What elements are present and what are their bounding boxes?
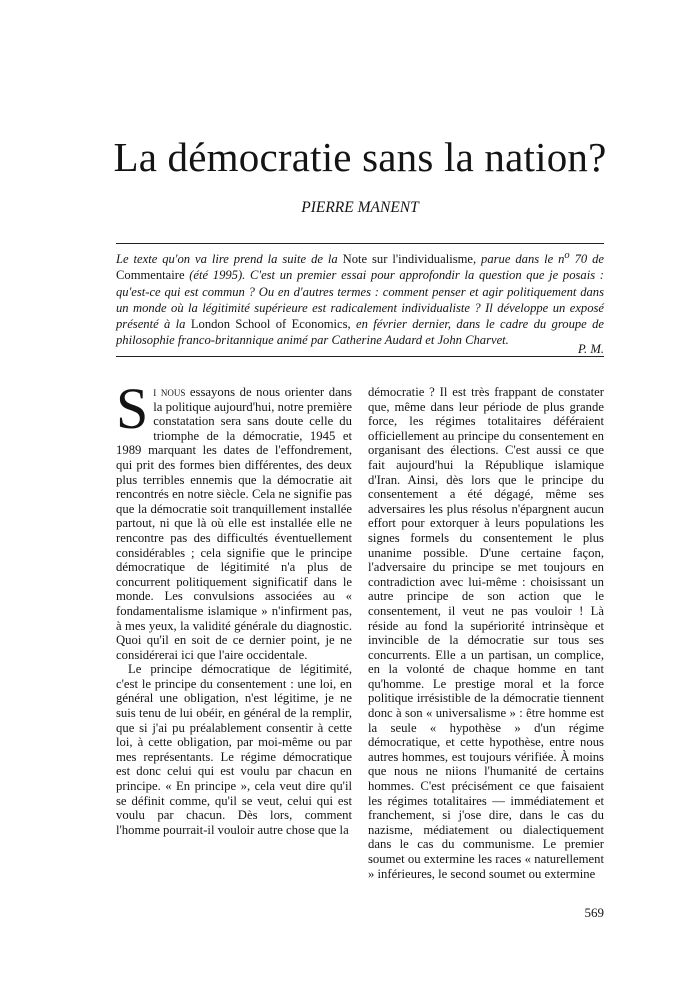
paragraph-1-text: essayons de nous orienter dans la politique aujourd'hui, notre première constatation sera sans doute celle du triomphe de la démocratie, 1945 et 1989 marquant les dates de l'effondrement, qui prit des formes bien différentes, des deux plus terribles ennemis que la démocratie ait rencontrés en notre siècle. Cela ne signifie pas que la démocratie soit tranquillement installée partout, ni que là où elle est installée elle ne rencontre pas des difficultés éventuellement considérables ; cela signifie que le principe démocratique de légitimité n'a plus de concurrent politiquement significatif dans le monde. Les convulsions associées au « fondamentalisme islamique » n'infirment pas, à mes yeux, la validité générale du diagnostic. Quoi qu'il en soit de ce dernier point, je ne considérerai ici que l'aire occidentale. — [116, 385, 352, 662]
chapo-body: (été 1995). C'est un premier essai pour approfondir la question que je posais : qu'est-ce qui est commun ? Ou en d'autres termes : comment penser et agir politiquement dans un monde où la légitimité supérieure est radicalement individualiste ? Il développe un exposé présenté à la — [116, 268, 604, 331]
drop-cap: S — [116, 376, 149, 441]
chapo-journal: Commentaire — [116, 268, 185, 283]
chapo-ending: , en février dernier, dans le cadre du groupe de philosophie franco-britannique animé par Catherine Audard et John Charvet. — [116, 317, 605, 348]
body-paragraph-2-continued: démocratie ? Il est très frappant de constater que, même dans leur période de plus grande force, les régimes totalitaires déféraient officiellement au principe du consentement en organisant des élections. C'est aussi ce que fait aujourd'hui la République islamique d'Iran. Ainsi, dès lors que le principe du consentement a été dégagé, même ses adversaires les plus résolus n'épargnent aucun effort pour extorquer à leurs populations les signes formels du consentement le plus unanime possible. D'une certaine façon, l'adversaire du principe se met toujours en contradiction avec lui-même : choisissant un autre principe de son action que le consentement, il veut ne pas vouloir ! Là réside au fond la supériorité intrinsèque et invincible de la démocratie sur tous ses concurrents. Elle a un partisan, un complice, en la volonté de chaque homme en tant qu'homme. Le prestige moral et la force politique irrésistible de la démocratie tiennent donc à son « universalisme » : être homme est la seule « hypothèse » d'un régime démocratique, et cette hypothèse, entre nous autres hommes, est toujours vérifiée. À moins que nous ne niions l'humanité de certains hommes. C'est précisément ce que faisaient les régimes totalitaires — immédiatement et franchement, si j'ose dire, dans le cas du nazisme, médiatement ou dialectiquement dans le cas du communisme. Le premier soumet ou extermine les races « naturellement » inférieures, le second soumet ou extermine — [368, 385, 604, 881]
body-paragraph-1 — [116, 376, 352, 662]
column-right — [368, 385, 604, 881]
chapo-ordinal: o — [564, 250, 570, 261]
chapo-initials: P. M. — [577, 342, 604, 356]
chapo-bottom-rule — [116, 356, 604, 357]
column-left — [116, 376, 352, 837]
article-title: La démocratie sans la nation? — [113, 134, 607, 180]
chapo-note-title: Note sur l'individualisme — [342, 252, 473, 267]
chapo-intro: Le texte qu'on va lire prend la suite de la — [116, 252, 343, 267]
chapo-top-rule — [116, 243, 604, 244]
first-word: i nous — [153, 385, 186, 399]
chapo-school: London School of Economics — [190, 317, 348, 331]
chapo-number: 70 de — [569, 252, 605, 267]
page-number: 569 — [584, 905, 604, 920]
article-author: PIERRE MANENT — [301, 199, 419, 216]
chapo-intro-2: , parue dans le n — [472, 252, 565, 267]
body-paragraph-2: Le principe démocratique de légitimité, c'est le principe du consentement : une loi, en général une obligation, n'est légitime, je ne suis tenu de lui obéir, en général de la remplir, que si j'ai pu préalablement consentir à cette loi, à cette obligation, par moi-même ou par mes représentants. Le régime démocratique est donc celui qui est voulu par chacun en principe. « En principe », cela veut dire qu'il se définit comme, qu'il se veut, celui qui est voulu par chacun. Dès lors, comment l'homme pourrait-il vouloir autre chose que la — [116, 662, 352, 837]
chapo-text — [116, 248, 604, 348]
